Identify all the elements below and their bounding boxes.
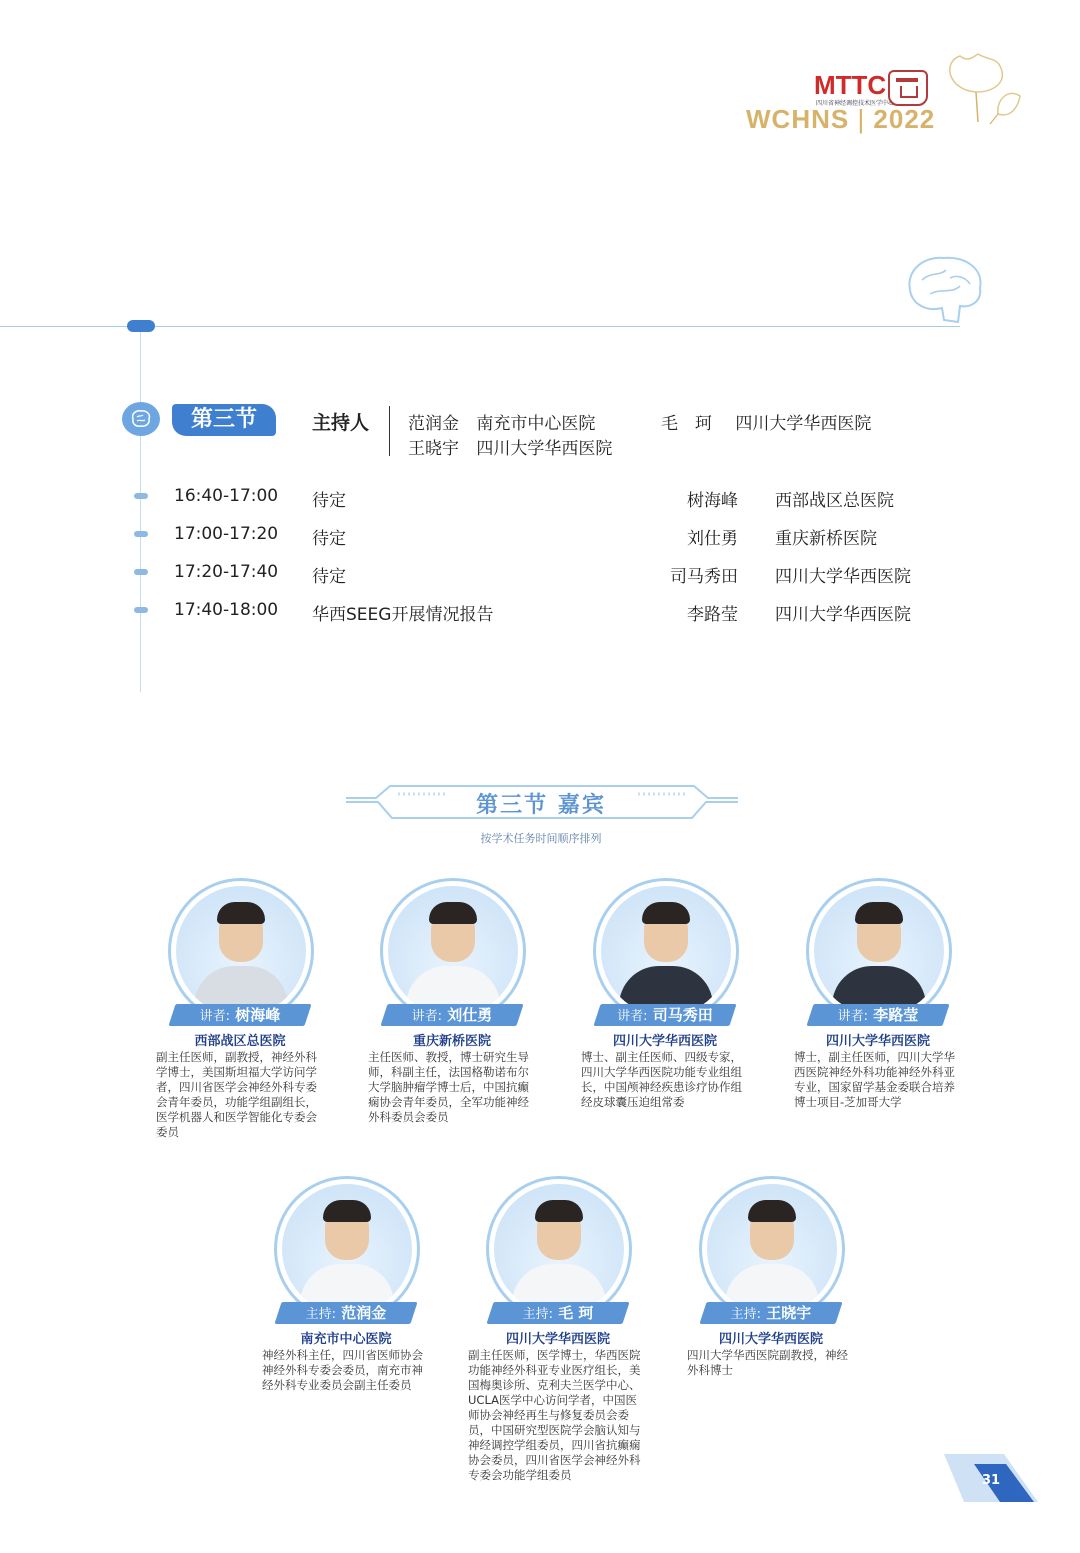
bullet-dot — [134, 569, 148, 575]
guest-label — [172, 1004, 308, 1026]
wchns-year: 2022 — [873, 104, 936, 134]
schedule-topic: 待定 — [312, 529, 346, 549]
host-name: 毛 珂 — [661, 414, 712, 434]
guest-name: 李路莹 — [873, 1006, 919, 1024]
guest-name: 司马秀田 — [652, 1006, 713, 1024]
guest-photo — [282, 1184, 412, 1314]
ginkgo-leaf-icon — [938, 52, 1022, 128]
guest-name: 刘仕勇 — [447, 1006, 493, 1024]
guest-label — [490, 1302, 626, 1324]
host-hospital: 南充市中心医院 — [476, 414, 596, 434]
schedule-topic: 待定 — [312, 491, 346, 511]
schedule-speaker: 树海峰 — [687, 491, 738, 511]
guest-bio: 副主任医师，医学博士，华西医院功能神经外科亚专业医疗组长，美国梅奥诊所、克利夫兰医学中心、UCLA医学中心访问学者，中国医师协会神经再生与修复委员会委员，中国研究型医院学会脑认知与神经调控学组委员，四川省抗癫痫协会委员，四川省医学会神经外科专委会功能学组委员 — [468, 1348, 641, 1482]
host-entry — [661, 409, 871, 434]
host-hospital: 四川大学华西医院 — [735, 414, 872, 434]
section-brain-icon — [122, 402, 160, 436]
host-name: 王晓宇 — [408, 439, 459, 459]
schedule-time: 17:00-17:20 — [174, 524, 279, 544]
guest-photo — [707, 1184, 837, 1314]
guest-photo — [494, 1184, 624, 1314]
schedule-row — [134, 562, 934, 586]
schedule-topic: 待定 — [312, 567, 346, 587]
host-entry — [408, 434, 612, 459]
hospital-seal-logo — [888, 70, 928, 106]
schedule-speaker: 李路莹 — [687, 605, 738, 625]
bullet-dot — [134, 607, 148, 613]
guest-bio: 博士，副主任医师，四川大学华西医院神经外科功能神经外科亚专业，国家留学基金委联合培养博士项目-芝加哥大学 — [794, 1050, 955, 1109]
schedule-row — [134, 600, 934, 624]
mttc-logo-subtitle: 四川省神经调控技术医学中心 — [816, 100, 895, 107]
guest-label — [703, 1302, 839, 1324]
wchns-text: WCHNS — [746, 104, 850, 134]
schedule-time: 17:20-17:40 — [174, 562, 279, 582]
wchns-logo: WCHNS | 2022 — [746, 104, 936, 134]
guest-name: 毛 珂 — [558, 1304, 594, 1322]
schedule-speaker: 司马秀田 — [670, 567, 738, 587]
guest-hospital: 四川大学华西医院 — [825, 1034, 930, 1049]
guest-label — [278, 1302, 414, 1324]
guest-role: 讲者: — [199, 1009, 231, 1024]
host-name: 范润金 — [408, 414, 459, 434]
guest-hospital: 南充市中心医院 — [300, 1332, 392, 1347]
host-separator — [389, 406, 390, 456]
guest-role: 主持: — [522, 1307, 553, 1322]
guest-label — [384, 1004, 520, 1026]
bullet-dot — [134, 531, 148, 537]
bullet-dot — [134, 493, 148, 499]
schedule-speaker: 刘仕勇 — [687, 529, 738, 549]
guest-name: 范润金 — [341, 1304, 387, 1322]
timeline-marker — [127, 320, 155, 332]
guest-hospital: 四川大学华西医院 — [505, 1332, 610, 1347]
guest-bio: 主任医师、教授，博士研究生导师，科副主任，法国格勒诺布尔大学脑肿瘤学博士后，中国抗癫痫协会青年委员，全军功能神经外科委员会委员 — [368, 1050, 529, 1124]
guest-label — [810, 1004, 946, 1026]
section-label: 第三节 — [172, 404, 276, 436]
host-hospital: 四川大学华西医院 — [476, 439, 613, 459]
guest-photo — [601, 886, 731, 1016]
schedule-hospital: 四川大学华西医院 — [775, 605, 911, 625]
host-entry — [408, 409, 595, 434]
host-label: 主持人 — [312, 412, 370, 434]
guest-bio: 神经外科主任，四川省医师协会神经外科专委会委员，南充市神经外科专业委员会副主任委员 — [262, 1348, 423, 1392]
mttc-logo — [814, 70, 886, 101]
schedule-time: 16:40-17:00 — [174, 486, 279, 506]
guest-hospital: 四川大学华西医院 — [718, 1332, 823, 1347]
schedule-time: 17:40-18:00 — [174, 600, 279, 620]
guest-photo — [388, 886, 518, 1016]
guest-name: 王晓宇 — [766, 1304, 812, 1322]
guest-bio: 四川大学华西医院副教授，神经外科博士 — [687, 1348, 848, 1377]
page-number: 31 — [982, 1473, 1001, 1488]
guests-subtitle: 按学术任务时间顺序排列 — [480, 832, 602, 845]
guest-hospital: 西部战区总医院 — [194, 1034, 286, 1049]
schedule-hospital: 西部战区总医院 — [775, 491, 894, 511]
timeline-vertical-line — [140, 332, 141, 692]
guest-photo — [814, 886, 944, 1016]
guest-bio: 副主任医师，副教授，神经外科学博士，美国斯坦福大学访问学者，四川省医学会神经外科专委会青年委员，功能学组副组长，医学机器人和医学智能化专委会委员 — [156, 1050, 317, 1139]
guest-role: 讲者: — [837, 1009, 869, 1024]
guest-hospital: 四川大学华西医院 — [612, 1034, 717, 1049]
guest-role: 讲者: — [617, 1009, 648, 1024]
guest-bio: 博士、副主任医师、四级专家，四川大学华西医院功能专业组组长，中国颅神经疾患诊疗协作组经皮球囊压迫组常委 — [581, 1050, 742, 1109]
mttc-logo-text: MTTC — [814, 70, 887, 100]
guest-role: 主持: — [730, 1307, 762, 1322]
schedule-topic: 华西SEEG开展情况报告 — [312, 605, 494, 625]
brain-icon — [900, 250, 990, 330]
schedule-row — [134, 524, 934, 548]
guest-role: 讲者: — [411, 1009, 443, 1024]
guests-title: 第三节 嘉宾 — [476, 793, 606, 818]
schedule-hospital: 重庆新桥医院 — [775, 529, 877, 549]
guest-role: 主持: — [305, 1307, 337, 1322]
schedule-hospital: 四川大学华西医院 — [775, 567, 911, 587]
guest-photo — [176, 886, 306, 1016]
guest-name: 树海峰 — [235, 1006, 281, 1024]
guest-label — [597, 1004, 733, 1026]
schedule-row — [134, 486, 934, 510]
guest-hospital: 重庆新桥医院 — [412, 1034, 491, 1049]
